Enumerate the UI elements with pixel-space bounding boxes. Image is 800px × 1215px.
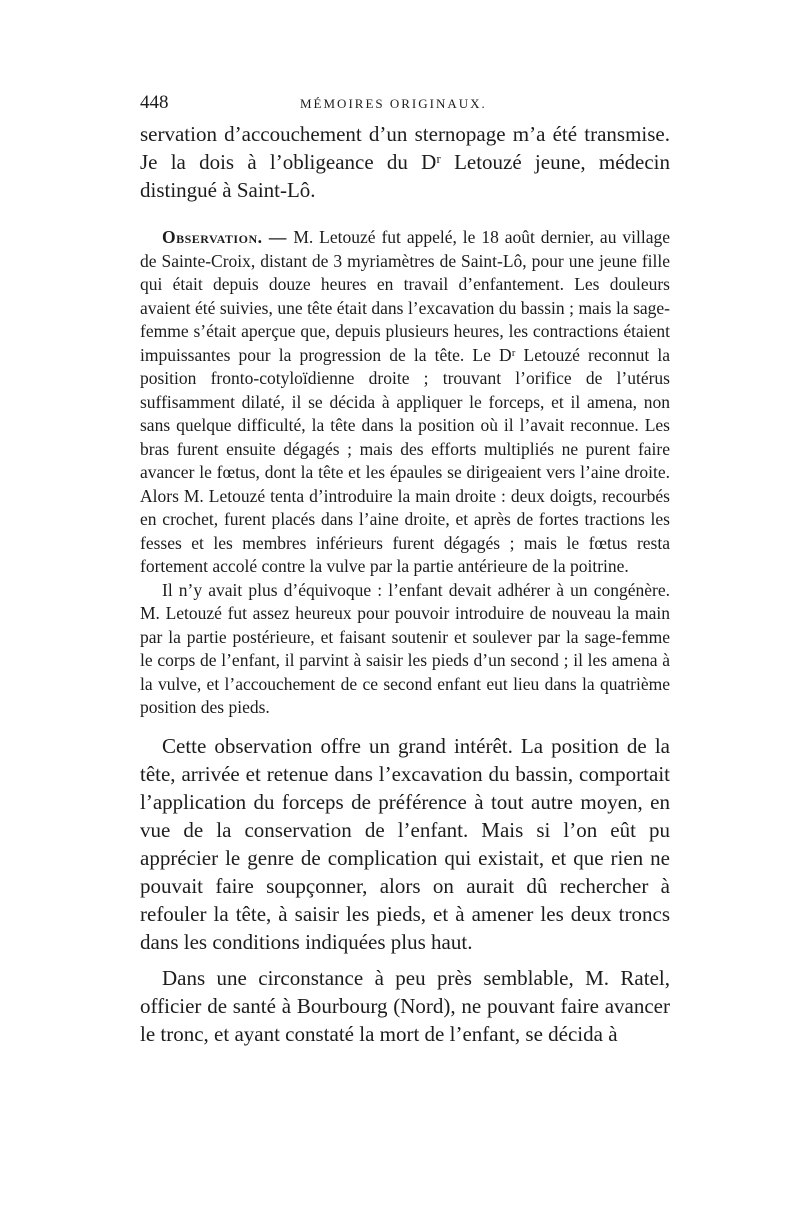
- running-head: [140, 92, 670, 120]
- intro-paragraph: servation d’accouchement d’un sternopage m’a été transmise. Je la dois à l’obligeance du Dʳ Letouzé jeune, médecin distingué à Saint-Lô.: [140, 122, 670, 202]
- header-title: MÉMOIRES ORIGINAUX.: [300, 96, 487, 111]
- observation-text: M. Letouzé fut appelé, le 18 août dernier, au village de Sainte-Croix, distant de 3 myriamètres de Saint-Lô, pour une jeune fille qui était depuis douze heures en travail d’enfantement. Les douleurs avaient été suivies, une tête était dans l’excavation du bassin ; mais la sage-femme s’était aperçue que, depuis plusieurs heures, les contractions étaient impuissantes pour la progression de la tête. Le Dʳ Letouzé reconnut la position fronto-cotyloïdienne droite ; trouvant l’orifice de l’utérus suffisamment dilaté, il se décida à appliquer le forceps, et il amena, non sans quelque difficulté, la tête dans la position où il l’avait reconnue. Les bras furent ensuite dégagés ; mais des efforts multipliés ne purent faire avancer le fœtus, dont la tête et les épaules se dirigeaient vers l’aine droite. Alors M. Letouzé tenta d’introduire la main droite : deux doigts, recourbés en crochet, furent placés dans l’aine droite, et après de fortes tractions les fesses et les membres inférieurs furent dégagés ; mais le fœtus resta fortement accolé contre la vulve par la partie antérieure de la poitrine.: [140, 227, 670, 576]
- commentary-paragraph: Cette observation offre un grand intérêt. La position de la tête, arrivée et retenue dans l’excavation du bassin, comportait l’application du forceps de préférence à tout autre moyen, en vue de la conservation de l’enfant. Mais si l’on eût pu apprécier le genre de complication qui existait, et que rien ne pouvait faire soupçonner, alors on aurait dû rechercher à refouler la tête, à saisir les pieds, et à amener les deux troncs dans les conditions indiquées plus haut.: [140, 733, 670, 954]
- observation-label: Observation. —: [162, 227, 294, 247]
- spacer: [140, 720, 670, 732]
- observation-continuation: Il n’y avait plus d’équivoque : l’enfant devait adhérer à un congénère. M. Letouzé fut assez heureux pour pouvoir introduire de nouveau la main par la partie postérieure, et faisant soutenir et soulever par la sage-femme le corps de l’enfant, il parvint à saisir les pieds d’un second ; il les amena à la vulve, et l’accouchement de ce second enfant eut lieu dans la quatrième position des pieds.: [140, 579, 670, 717]
- observation-paragraph: [140, 226, 670, 579]
- page-number: 448: [140, 92, 169, 113]
- spacer: [140, 204, 670, 226]
- spacer: [140, 956, 670, 964]
- book-page: [140, 92, 670, 1172]
- ratel-paragraph: Dans une circonstance à peu près semblable, M. Ratel, officier de santé à Bourbourg (Nord), ne pouvant faire avancer le tronc, et ayant constaté la mort de l’enfant, se décida à: [140, 965, 670, 1046]
